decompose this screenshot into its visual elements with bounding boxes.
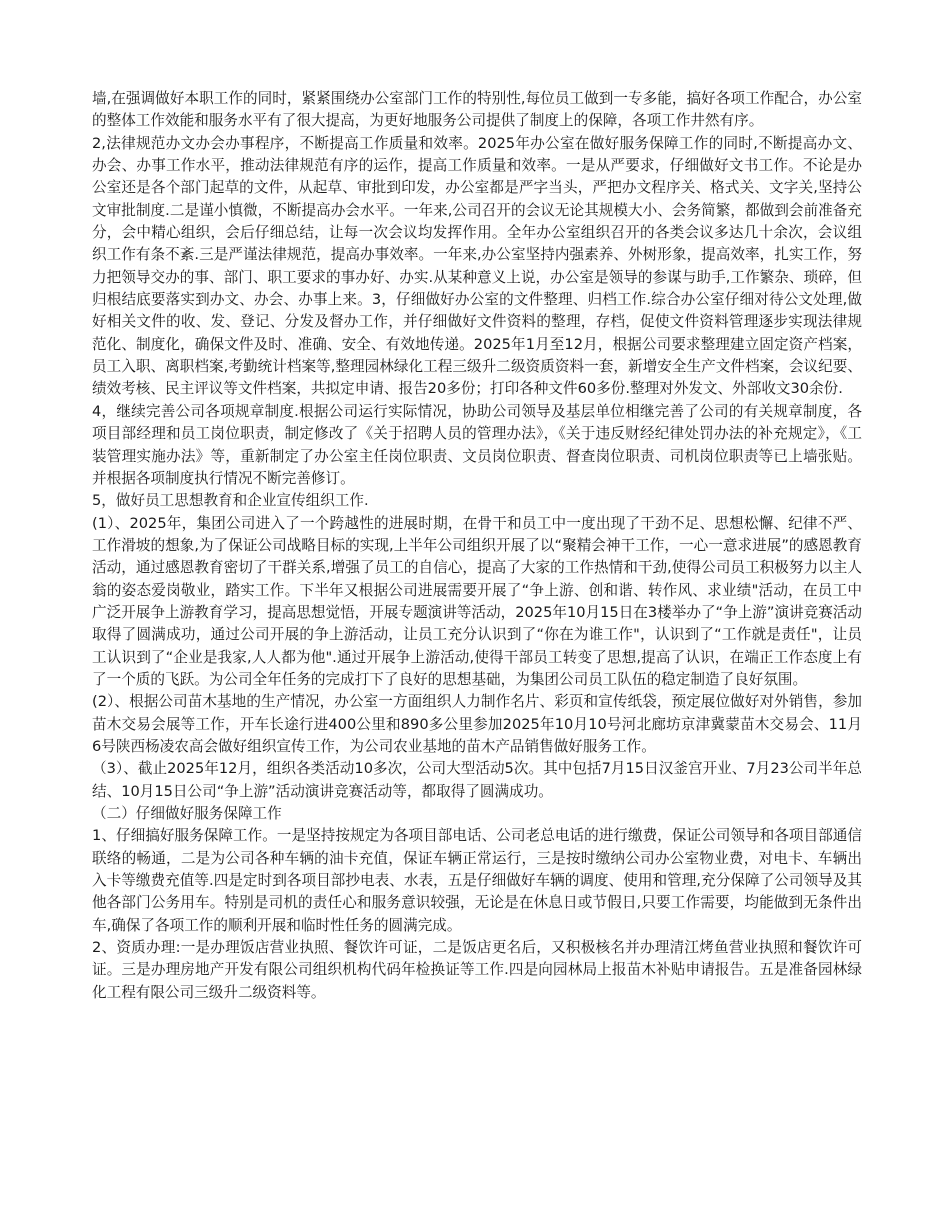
- section-heading-service: （二）仔细做好服务保障工作: [92, 805, 282, 822]
- paragraph-sub-2: (2）、根据公司苗木基地的生产情况，办公室一方面组织人力制作名片、彩页和宣传纸袋，预定展位做好对外销售，参加苗木交易会展等工作，开车长途行进400公里和890多公里参加2025年10月10号河北廊坊京津冀蒙苗木交易会、11月6号陕西杨凌农高会做好组织宣传工作，为公司农业基地的苗木产品销售做好服务工作。: [92, 693, 862, 755]
- paragraph-service-1: 1、仔细搞好服务保障工作。一是坚持按规定为各项目部电话、公司老总电话的进行缴费，保证公司领导和各项目部通信联络的畅通，二是为公司各种车辆的油卡充值，保证车辆正常运行，三是按时缴纳公司办公室物业费，对电卡、车辆出入卡等缴费充值等.四是定时到各项目部抄电表、水表，五是仔细做好车辆的调度、使用和管理,充分保障了公司领导及其他各部门公务用车。特别是司机的责任心和服务意识较强，无论是在休息日或节假日,只要工作需要，均能做到无条件出车,确保了各项工作的顺利开展和临时性任务的圆满完成。: [92, 827, 862, 934]
- paragraph-service-2: 2、资质办理:一是办理饭店营业执照、餐饮许可证，二是饭店更名后，又积极核名并办理清江烤鱼营业执照和餐饮许可证。三是办理房地产开发有限公司组织机构代码年检换证等工作.四是向园林局上报苗木补贴申请报告。五是准备园林绿化工程有限公司三级升二级资料等。: [92, 939, 862, 1001]
- paragraph-item-2: 2,法律规范办文办会办事程序，不断提高工作质量和效率。2025年办公室在做好服务保障工作的同时,不断提高办文、办会、办事工作水平，推动法律规范有序的运作，提高工作质量和效率。一是从严要求，仔细做好文书工作。不论是办公室还是各个部门起草的文件，从起草、审批到印发，办公室都是严字当头，严把办文程序关、格式关、文字关,坚持公文审批制度.二是谨小慎微，不断提高办会水平。一年来,公司召开的会议无论其规模大小、会务简繁，都做到会前准备充分，会中精心组织，会后仔细总结，让每一次会议均发挥作用。全年办公室组织召开的各类会议多达几十余次，会议组织工作有条不紊.三是严谨法律规范，提高办事效率。一年来,办公室坚持内强素养、外树形象，提高效率，扎实工作，努力把领导交办的事、部门、职工要求的事办好、办实.从某种意义上说，办公室是领导的参谋与助手,工作繁杂、琐碎，但归根结底要落实到办文、办会、办事上来。3，仔细做好办公室的文件整理、归档工作.综合办公室仔细对待公文处理,做好相关文件的收、发、登记、分发及督办工作，并仔细做好文件资料的整理，存档，促使文件资料管理逐步实现法律规范化、制度化，确保文件及时、准确、安全、有效地传递。2025年1月至12月，根据公司要求整理建立固定资产档案，员工入职、离职档案,考勤统计档案等,整理园林绿化工程三级升二级资质资料一套，新增安全生产文件档案，会议纪要、绩效考核、民主评议等文件档案，共拟定申请、报告20多份；打印各种文件60多份.整理对外发文、外部收文30余份.: [92, 134, 862, 398]
- paragraph-item-5-heading: 5，做好员工思想教育和企业宣传组织工作.: [92, 492, 369, 510]
- paragraph-item-4: 4，继续完善公司各项规章制度.根据公司运行实际情况，协助公司领导及基层单位相继完善了公司的有关规章制度，各项目部经理和员工岗位职责，制定修改了《关于招聘人员的管理办法》，《关于违反财经纪律处罚办法的补充规定》，《工装管理实施办法》等，重新制定了办公室主任岗位职责、文员岗位职责、督查岗位职责、司机岗位职责等已上墙张贴。并根据各项制度执行情况不断完善修订。: [92, 402, 862, 487]
- paragraph-sub-1: (1）、2025年，集团公司进入了一个跨越性的进展时期，在骨干和员工中一度出现了干劲不足、思想松懈、纪律不严、工作滑坡的想象,为了保证公司战略目标的实现,上半年公司组织开展了以“聚精会神干工作，一心一意求进展”的感恩教育活动，通过感恩教育密切了干群关系,增强了员工的自信心，提高了大家的工作热情和干劲,使得公司员工积极努力以主人翁的姿态爱岗敬业，踏实工作。下半年又根据公司进展需要开展了“争上游、创和谐、转作风、求业绩"活动，在员工中广泛开展争上游教育学习，提高思想觉悟，开展专题演讲等活动，2025年10月15日在3楼举办了“争上游”演讲竞赛活动取得了圆满成功，通过公司开展的争上游活动，让员工充分认识到了“你在为谁工作"，认识到了“工作就是责任"，让员工认识到了“企业是我家,人人都为他".通过开展争上游活动,使得干部员工转变了思想,提高了认识，在端正工作态度上有了一个质的飞跃。为公司全年任务的完成打下了良好的思想基础，为集团公司员工队伍的稳定制造了良好氛围。: [92, 514, 863, 688]
- paragraph-sub-3: （3）、截止2025年12月，组织各类活动10多次，公司大型活动5次。其中包括7月15日汉釜宫开业、7月23公司半年总结、10月15日公司“争上游”活动演讲竞赛活动等，都取得了圆满成功。: [92, 760, 862, 800]
- document-body: [92, 88, 862, 1004]
- paragraph-intro: 墙,在强调做好本职工作的同时，紧紧围绕办公室部门工作的特别性,每位员工做到一专多能，搞好各项工作配合，办公室的整体工作效能和服务水平有了很大提高，为更好地服务公司提供了制度上的保障，各项工作井然有序。: [92, 90, 862, 130]
